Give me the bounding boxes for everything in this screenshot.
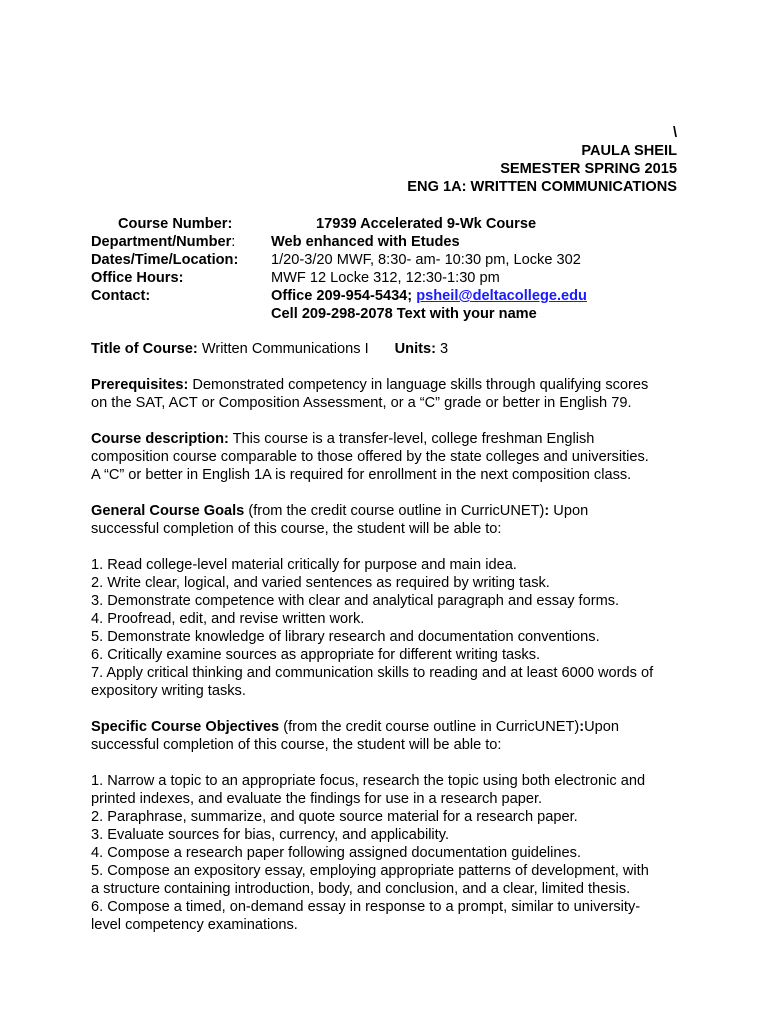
goals-colon: : xyxy=(544,503,550,519)
goals-intro-line2: successful completion of this course, the student will be able to: xyxy=(91,521,502,537)
objective-item: 5. Compose an expository essay, employing appropriate patterns of development, with xyxy=(91,863,649,879)
goals-label: General Course Goals xyxy=(91,503,245,519)
office-hours-row xyxy=(91,269,711,287)
description-line3: A “C” or better in English 1A is required for enrollment in the next composition class. xyxy=(91,467,632,483)
goal-item: 5. Demonstrate knowledge of library research and documentation conventions. xyxy=(91,629,600,645)
units-label: Units: xyxy=(394,341,436,357)
title-of-course-label: Title of Course: xyxy=(91,341,198,357)
goal-item: 3. Demonstrate competence with clear and analytical paragraph and essay forms. xyxy=(91,593,620,609)
title-of-course-value: Written Communications I xyxy=(197,341,369,357)
department-label-text: Department/Number xyxy=(91,234,232,250)
goal-item: 2. Write clear, logical, and varied sentences as required by writing task. xyxy=(91,575,550,591)
contact-cell-row xyxy=(91,305,711,323)
goal-item: 6. Critically examine sources as appropriate for different writing tasks. xyxy=(91,647,541,663)
department-row xyxy=(91,233,711,251)
objective-item: level competency examinations. xyxy=(91,917,298,933)
goal-item: 7. Apply critical thinking and communication skills to reading and at least 6000 words of xyxy=(91,665,654,681)
office-hours-label: Office Hours: xyxy=(91,270,184,286)
contact-cell-spacer xyxy=(91,305,271,323)
objective-item: 3. Evaluate sources for bias, currency, and applicability. xyxy=(91,827,449,843)
contact-cell: Cell 209-298-2078 Text with your name xyxy=(271,306,537,322)
dates-row xyxy=(91,251,711,269)
contact-label: Contact: xyxy=(91,288,151,304)
description-line1: This course is a transfer-level, college freshman English xyxy=(228,431,595,447)
objective-item: printed indexes, and evaluate the findings for use in a research paper. xyxy=(91,791,543,807)
syllabus-body xyxy=(91,340,691,934)
contact-office-phone: Office 209-954-5434; xyxy=(271,288,417,304)
objective-item: 6. Compose a timed, on-demand essay in response to a prompt, similar to university- xyxy=(91,899,641,915)
course-info-block xyxy=(91,215,711,323)
goals-intro-tail: Upon xyxy=(549,503,589,519)
objective-item: 4. Compose a research paper following assigned documentation guidelines. xyxy=(91,845,582,861)
course-number-row xyxy=(91,215,711,233)
dates-label: Dates/Time/Location: xyxy=(91,252,239,268)
dates-value: 1/20-3/20 MWF, 8:30- am- 10:30 pm, Locke 302 xyxy=(271,252,581,268)
header-backslash: \ xyxy=(672,125,677,141)
contact-value xyxy=(271,287,587,305)
email-link[interactable]: psheil@deltacollege.edu xyxy=(416,288,587,304)
objectives-label: Specific Course Objectives xyxy=(91,719,280,735)
prerequisites-label: Prerequisites: xyxy=(91,377,189,393)
course-title: ENG 1A: WRITTEN COMMUNICATIONS xyxy=(407,179,677,195)
prerequisites-section xyxy=(91,376,691,412)
goal-item: 1. Read college-level material critically for purpose and main idea. xyxy=(91,557,517,573)
goal-item: 4. Proofread, edit, and revise written work. xyxy=(91,611,365,627)
document-header xyxy=(407,124,677,196)
instructor-name: PAULA SHEIL xyxy=(581,143,677,159)
objectives-intro-tail: Upon xyxy=(584,719,620,735)
objective-item: a structure containing introduction, body, and conclusion, and a clear, limited thesis. xyxy=(91,881,631,897)
course-number-value: 17939 Accelerated 9-Wk Course xyxy=(316,216,537,232)
goals-section xyxy=(91,502,691,700)
units-value: 3 xyxy=(435,341,449,357)
goals-intro: (from the credit course outline in CurricUNET) xyxy=(244,503,545,519)
semester-title: SEMESTER SPRING 2015 xyxy=(500,161,677,177)
contact-row xyxy=(91,287,711,305)
objective-item: 1. Narrow a topic to an appropriate focus, research the topic using both electronic and xyxy=(91,773,646,789)
department-value: Web enhanced with Etudes xyxy=(271,234,460,250)
objectives-intro-line2: successful completion of this course, the student will be able to: xyxy=(91,737,502,753)
title-of-course xyxy=(91,340,691,358)
goal-item: expository writing tasks. xyxy=(91,683,246,699)
description-label: Course description: xyxy=(91,431,229,447)
course-number-label: Course Number: xyxy=(118,216,233,232)
objectives-section xyxy=(91,718,691,934)
description-line2: composition course comparable to those offered by the state colleges and universities. xyxy=(91,449,649,465)
objectives-intro: (from the credit course outline in CurricUNET) xyxy=(279,719,580,735)
objectives-colon: : xyxy=(579,719,585,735)
department-label-colon: : xyxy=(231,234,236,250)
department-label xyxy=(91,233,271,251)
objective-item: 2. Paraphrase, summarize, and quote source material for a research paper. xyxy=(91,809,578,825)
prerequisites-line2: on the SAT, ACT or Composition Assessment, or a “C” grade or better in English 79. xyxy=(91,395,632,411)
description-section xyxy=(91,430,691,484)
office-hours-value: MWF 12 Locke 312, 12:30-1:30 pm xyxy=(271,270,500,286)
prerequisites-line1: Demonstrated competency in language skills through qualifying scores xyxy=(188,377,649,393)
